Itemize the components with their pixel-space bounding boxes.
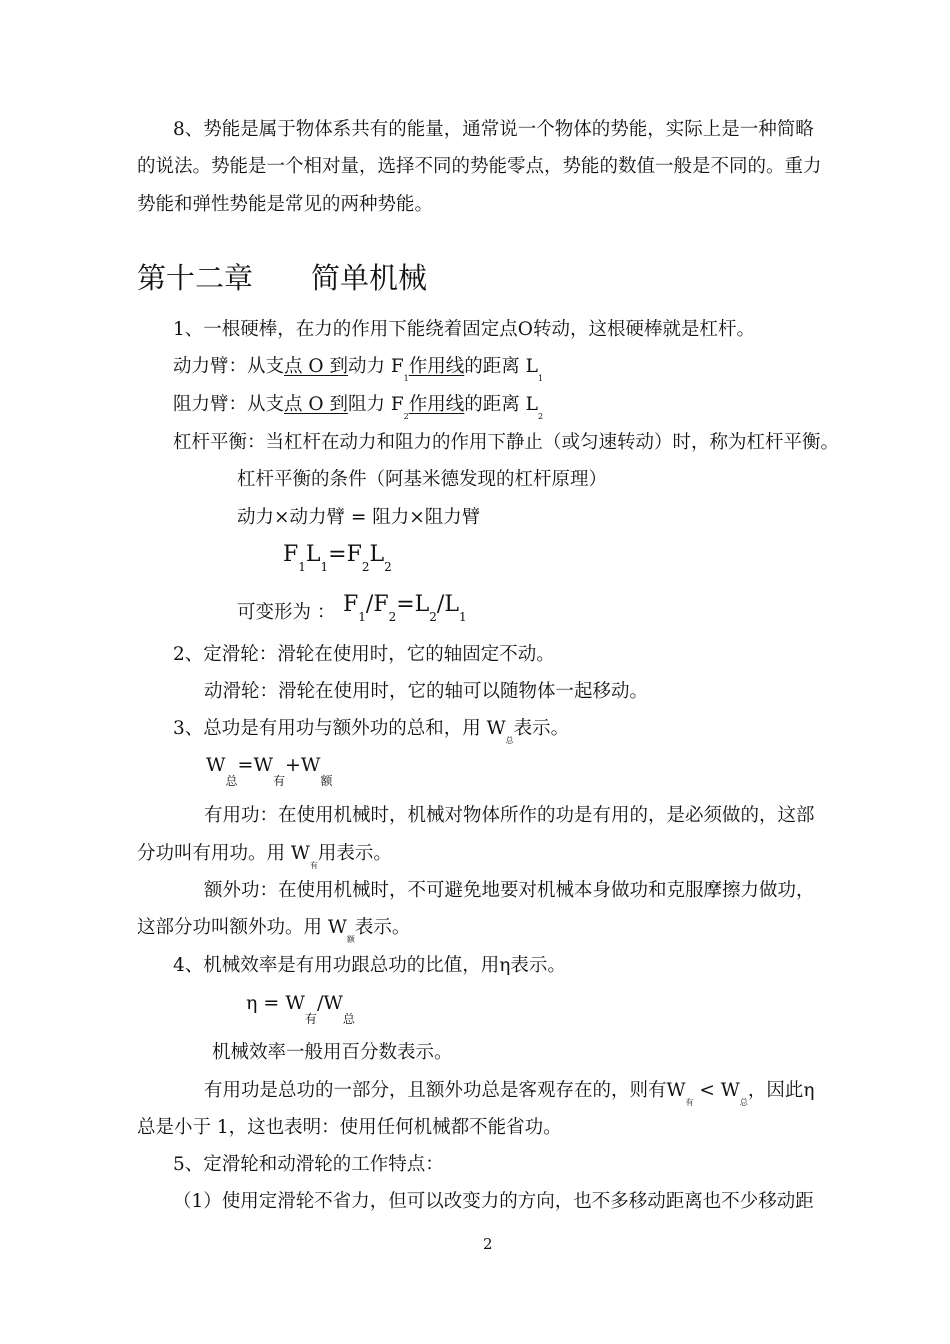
formula-F2: =F bbox=[328, 542, 362, 567]
variant-L2: =L bbox=[396, 592, 430, 617]
variant-L1-sub: 1 bbox=[458, 610, 467, 624]
work-formula-W-total: W bbox=[206, 754, 226, 776]
efficiency-note-b: < W bbox=[693, 1080, 740, 1101]
work-formula-sub-total: 总 bbox=[225, 774, 238, 788]
efficiency-note-c: ，因此η bbox=[747, 1080, 815, 1101]
variant-L1: /L bbox=[436, 592, 459, 617]
efficiency-note-line1 bbox=[204, 1079, 814, 1106]
efficiency-percent: 机械效率一般用百分数表示。 bbox=[212, 1042, 453, 1063]
lever-balance: 杠杆平衡：当杠杆在动力和阻力的作用下静止（或匀速转动）时，称为杠杆平衡。 bbox=[173, 432, 840, 453]
work-formula-W-extra: +W bbox=[285, 754, 321, 776]
formula-F1: F bbox=[283, 542, 299, 567]
lever-condition: 杠杆平衡的条件（阿基米德发现的杠杆原理） bbox=[237, 469, 608, 490]
variant-F2-sub: 2 bbox=[388, 610, 397, 624]
power-arm-c: 动力 F bbox=[347, 356, 404, 377]
resist-arm-e: 的距离 L bbox=[464, 394, 538, 415]
total-work-sub: 总 bbox=[505, 736, 514, 745]
power-arm-a: 动力臂：从支 bbox=[173, 356, 285, 377]
power-arm-sub1: 1 bbox=[403, 374, 409, 383]
useful-work-line2 bbox=[137, 842, 392, 869]
variant-L2-sub: 2 bbox=[429, 610, 437, 624]
efficiency-formula bbox=[246, 991, 355, 1026]
efficiency-formula-eta: η = W bbox=[246, 992, 305, 1014]
power-arm-d: 作用线 bbox=[408, 356, 465, 377]
formula-L2: L bbox=[369, 542, 385, 567]
formula-L1-sub: 1 bbox=[320, 560, 329, 574]
resist-arm-d: 作用线 bbox=[408, 394, 465, 415]
fixed-pulley: 2、定滑轮：滑轮在使用时，它的轴固定不动。 bbox=[173, 644, 555, 665]
page-number: 2 bbox=[483, 1235, 493, 1253]
useful-work-2b: 用表示。 bbox=[317, 843, 392, 864]
formula-L2-sub: 2 bbox=[384, 560, 392, 574]
variant-F1-sub: 1 bbox=[358, 610, 366, 624]
formula-F1-sub: 1 bbox=[298, 560, 306, 574]
resist-arm-sub2: 2 bbox=[537, 412, 544, 421]
variant-F1: F bbox=[343, 592, 359, 617]
efficiency-formula-W-total: /W bbox=[316, 992, 343, 1014]
power-arm-e: 的距离 L bbox=[464, 356, 538, 377]
total-work-line bbox=[173, 717, 569, 744]
power-arm-line bbox=[173, 355, 543, 382]
variant-label: 可变形为 ： bbox=[237, 602, 336, 623]
resist-arm-sub1: 2 bbox=[403, 412, 409, 421]
lever-equation-words: 动力×动力臂 = 阻力×阻力臂 bbox=[237, 507, 481, 528]
extra-work-sub: 额 bbox=[346, 935, 355, 944]
useful-work-line1: 有用功：在使用机械时，机械对物体所作的功是有用的，是必须做的，这部 bbox=[204, 805, 815, 826]
para8-line2: 的说法。势能是一个相对量，选择不同的势能零点，势能的数值一般是不同的。重力 bbox=[137, 156, 822, 177]
extra-work-2b: 表示。 bbox=[354, 917, 411, 938]
efficiency-note-sub2: 总 bbox=[739, 1098, 748, 1107]
total-work-b: 表示。 bbox=[513, 718, 570, 739]
useful-work-2a: 分功叫有用功。用 W bbox=[137, 843, 310, 864]
formula-F2-sub: 2 bbox=[361, 560, 370, 574]
movable-pulley: 动滑轮：滑轮在使用时，它的轴可以随物体一起移动。 bbox=[204, 681, 649, 702]
resist-arm-a: 阻力臂：从支 bbox=[173, 394, 285, 415]
power-arm-sub2: 1 bbox=[537, 374, 544, 383]
pulley-features-title: 5、定滑轮和动滑轮的工作特点： bbox=[173, 1154, 444, 1175]
extra-work-2a: 这部分功叫额外功。用 W bbox=[137, 917, 347, 938]
work-formula bbox=[206, 753, 333, 788]
pulley-features-item1: （1）使用定滑轮不省力，但可以改变力的方向，也不多移动距离也不少移动距 bbox=[173, 1191, 814, 1212]
lever-formula bbox=[283, 542, 392, 574]
work-formula-W-useful: =W bbox=[237, 754, 273, 776]
extra-work-line1: 额外功：在使用机械时，不可避免地要对机械本身做功和克服摩擦力做功， bbox=[204, 880, 815, 901]
resist-arm-line bbox=[173, 393, 543, 420]
formula-L1: L bbox=[305, 542, 321, 567]
useful-work-sub: 有 bbox=[309, 861, 318, 870]
efficiency-note-line2: 总是小于 1，这也表明：使用任何机械都不能省功。 bbox=[137, 1117, 562, 1138]
power-arm-b: 点 O 到 bbox=[284, 356, 348, 377]
para8-line1: 8、势能是属于物体系共有的能量，通常说一个物体的势能，实际上是一种简略 bbox=[173, 119, 814, 140]
extra-work-line2 bbox=[137, 916, 410, 943]
efficiency-formula-sub-total: 总 bbox=[342, 1012, 355, 1026]
lever-definition: 1、一根硬棒，在力的作用下能绕着固定点O转动，这根硬棒就是杠杆。 bbox=[173, 319, 755, 340]
efficiency-note-a: 有用功是总功的一部分，且额外功总是客观存在的，则有W bbox=[204, 1080, 686, 1101]
efficiency-note-sub1: 有 bbox=[685, 1098, 694, 1107]
chapter-title: 第十二章 简单机械 bbox=[137, 261, 428, 295]
work-formula-sub-extra: 额 bbox=[320, 774, 333, 788]
total-work-a: 3、总功是有用功与额外功的总和，用 W bbox=[173, 718, 506, 739]
resist-arm-c: 阻力 F bbox=[347, 394, 404, 415]
lever-formula-variant bbox=[343, 592, 467, 624]
work-formula-sub-useful: 有 bbox=[273, 774, 286, 788]
resist-arm-b: 点 O 到 bbox=[284, 394, 348, 415]
efficiency-formula-sub-useful: 有 bbox=[304, 1012, 317, 1026]
efficiency-definition: 4、机械效率是有用功跟总功的比值，用η表示。 bbox=[173, 955, 566, 976]
variant-F2: /F bbox=[365, 592, 389, 617]
para8-line3: 势能和弹性势能是常见的两种势能。 bbox=[137, 194, 434, 215]
